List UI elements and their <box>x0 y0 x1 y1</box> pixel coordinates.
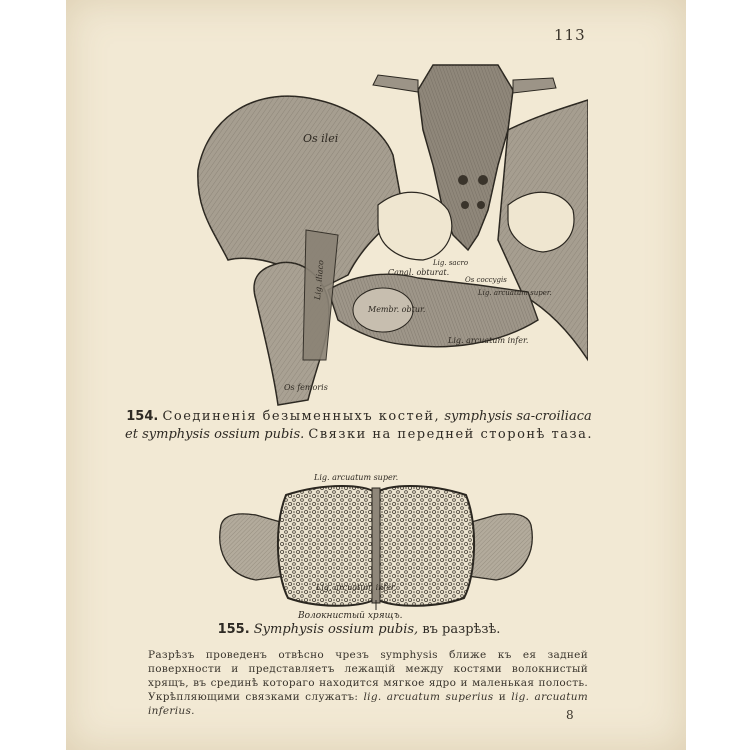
body-text-ligament-inferius: lig. arcuatum inferius. <box>148 691 589 717</box>
label-canal-obturat: Canal. obturat. <box>388 268 450 277</box>
label-lig-arcuatum-super-154: Lig. arcuatum super. <box>478 289 552 297</box>
body-text-main: Разрѣзъ проведенъ отвѣсно чрезъ symphysis ближе къ ея задней поверхности и представляетъ лежащій между костями волокнистый хрящъ, въ срединѣ котораго находится мягкое ядро и маленькая полость. Укрѣпляющими связками служатъ: <box>148 649 588 703</box>
body-text-conjunction: и <box>498 691 507 703</box>
figure-154-pelvis-illustration <box>178 60 588 410</box>
book-page <box>66 0 686 750</box>
figure-155-caption-text: въ разрѣзѣ. <box>422 622 501 637</box>
figure-154-caption <box>124 408 594 444</box>
label-lig-sacro: Lig. sacro <box>433 259 469 267</box>
figure-154-caption-text2: Связки на передней сторонѣ таза. <box>308 427 593 442</box>
body-paragraph <box>148 648 588 718</box>
label-os-femoris: Os femoris <box>284 383 328 392</box>
figure-155-number: 155. <box>217 622 250 637</box>
figure-154-caption-text: Соединенія безыменныхъ костей, <box>162 409 441 424</box>
label-lig-arcuatum-super-155: Lig. arcuatum super. <box>314 473 399 482</box>
page-number-top: 113 <box>554 26 586 44</box>
label-fibrous-cartilage: Волокнистый хрящъ. <box>298 611 403 620</box>
figure-155-caption <box>124 622 594 637</box>
figure-154-caption-latin: symphysis sa-croiliaca et symphysis ossium pubis. <box>125 409 592 442</box>
figure-155-symphysis-illustration <box>216 470 536 620</box>
page-number-bottom: 8 <box>566 708 574 722</box>
label-os-coccygis: Os coccygis <box>465 276 507 284</box>
label-lig-iliaco: Lig. iliaco <box>313 259 326 301</box>
figure-155-caption-latin: Symphysis ossium pubis, <box>253 622 419 637</box>
label-membrana: Membr. obtur. <box>368 305 426 314</box>
body-text-ligament-superius: lig. arcuatum superius <box>363 691 494 703</box>
label-lig-arcuatum-infer-155: Lig. arcuatum infer. <box>316 583 397 592</box>
figure-154-number: 154. <box>126 409 159 424</box>
label-lig-arcuatum-infer-154: Lig. arcuatum infer. <box>448 336 529 345</box>
label-os-ilei: Os ilei <box>303 132 339 145</box>
